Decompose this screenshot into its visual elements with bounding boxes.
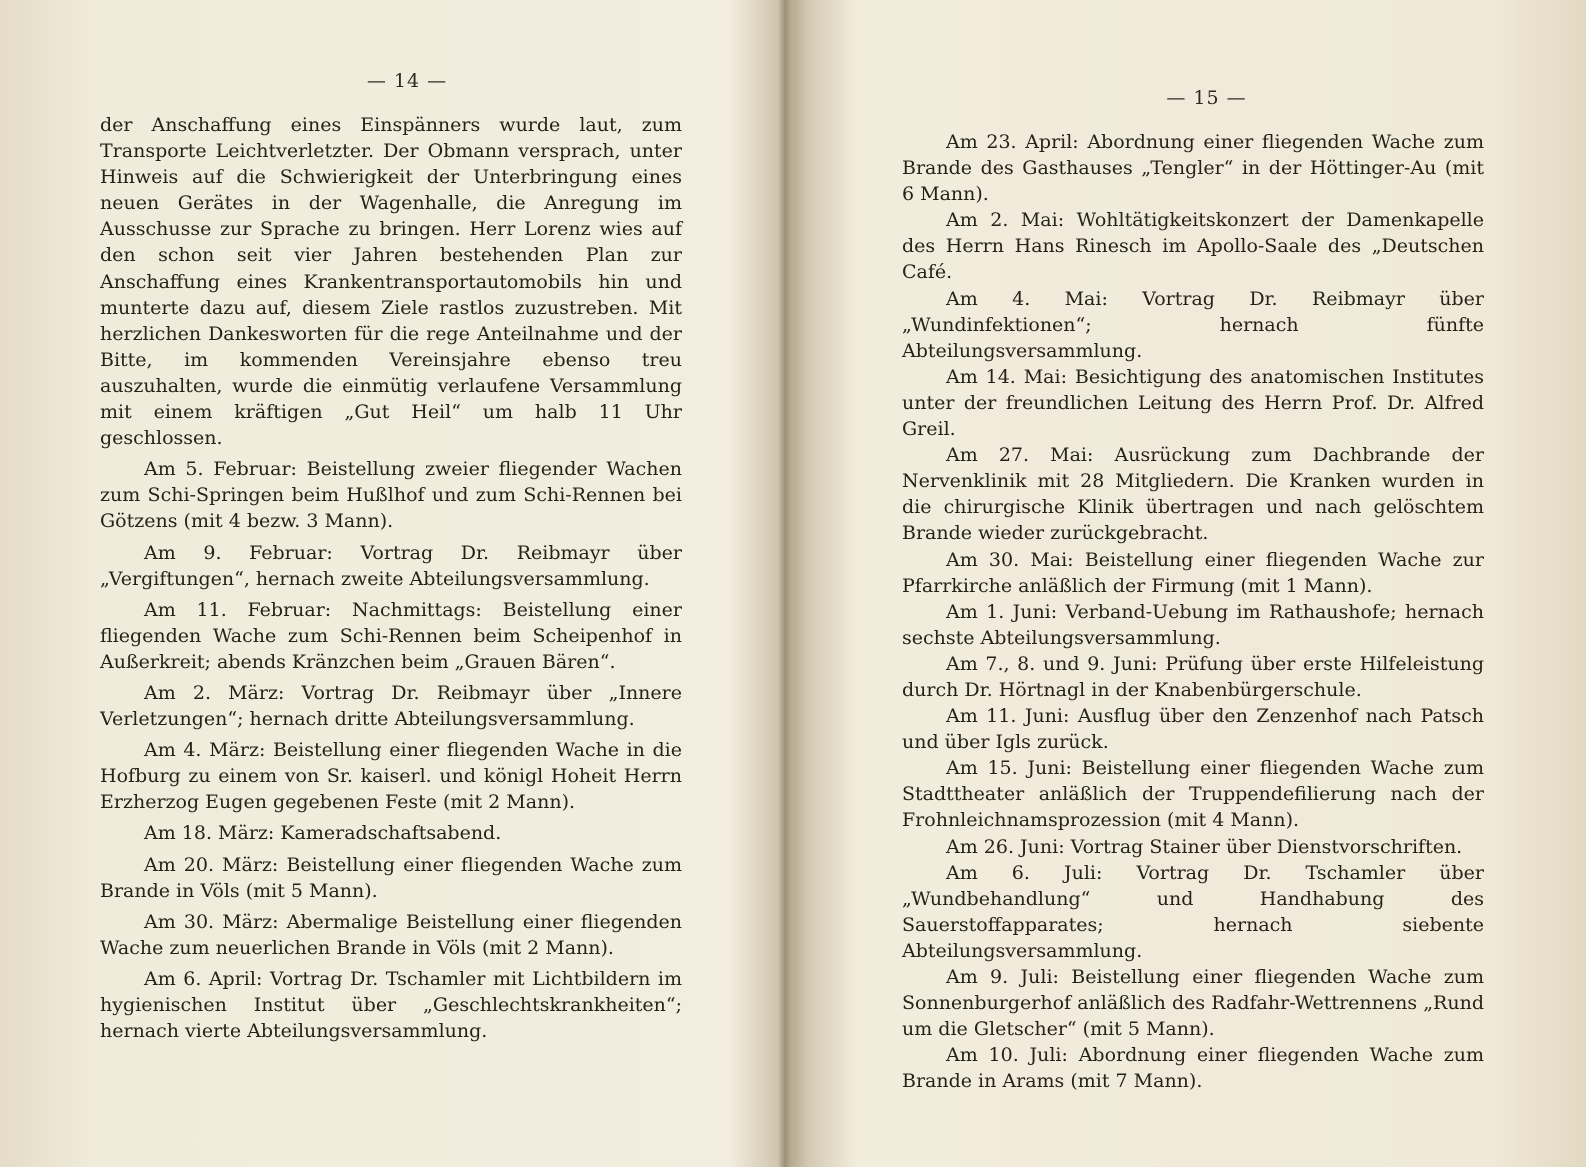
paragraph: Am 23. April: Abordnung einer fliegenden Wache zum Brande des Gasthauses „Tengler“ in der Höttinger-Au (mit 6 Mann). (902, 131, 1484, 206)
paragraph: Am 1. Juni: Verband-Uebung im Rathaushofe; hernach sechste Abteilungsversammlung. (902, 600, 1484, 649)
paragraph: Am 10. Juli: Abordnung einer fliegenden Wache zum Brande in Arams (mit 7 Mann). (902, 1044, 1484, 1093)
paragraph: Am 2. Mai: Wohltätigkeitskonzert der Damenkapelle des Herrn Hans Rinesch im Apollo-Saale des „Deutschen Café. (902, 209, 1484, 284)
paragraph: Am 18. März: Kameradschaftsabend. (144, 822, 502, 845)
left-page (100, 0, 682, 1167)
right-page (902, 0, 1484, 1167)
paragraph: Am 15. Juni: Beistellung einer fliegenden Wache zum Stadttheater anläßlich der Truppendefilierung nach der Frohnleichnamsprozession (mit 4 Mann). (902, 757, 1484, 832)
book-spine (778, 0, 792, 1167)
paragraph: Am 7., 8. und 9. Juni: Prüfung über erste Hilfeleistung durch Dr. Hörtnagl in der Knabenbürgerschule. (902, 652, 1484, 701)
paragraph: Am 9. Juli: Beistellung einer fliegenden Wache zum Sonnenburgerhof anläßlich des Radfahr-Wettrennens „Rund um die Gletscher“ (mit 5 Mann). (902, 966, 1484, 1041)
paragraph: Am 26. Juni: Vortrag Stainer über Dienstvorschriften. (946, 835, 1463, 858)
paragraph: Am 14. Mai: Besichtigung des anatomischen Institutes unter der freundlichen Leitung des Herrn Prof. Dr. Alfred Greil. (902, 365, 1484, 441)
paragraph: Am 6. Juli: Vortrag Dr. Tschamler über „Wundbehandlung“ und Handhabung des Sauerstoffapparates; hernach siebente Abteilungsversammlung. (902, 861, 1484, 962)
paragraph: Am 4. März: Beistellung einer fliegenden Wache in die Hofburg zu einem von Sr. kaiserl. und königl Hoheit Herrn Erzherzog Eugen gegebenen Feste (mit 2 Mann). (100, 739, 682, 814)
page-body (902, 129, 1484, 1094)
paragraph: Am 11. Februar: Nachmittags: Beistellung einer fliegenden Wache zum Schi-Rennen beim Scheipenhof in Außerkreit; abends Kränzchen beim „Grauen Bären“. (100, 598, 682, 673)
paragraph: Am 4. Mai: Vortrag Dr. Reibmayr über „Wundinfektionen“; hernach fünfte Abteilungsversammlung. (902, 287, 1484, 362)
page-number: — 15 — (1166, 87, 1247, 109)
paragraph: Am 20. März: Beistellung einer fliegenden Wache zum Brande in Völs (mit 5 Mann). (100, 853, 682, 902)
paragraph: Am 30. März: Abermalige Beistellung einer fliegenden Wache zum neuerlichen Brande in Völs (mit 2 Mann). (100, 910, 682, 959)
page-number: — 14 — (366, 70, 448, 92)
paragraph: Am 2. März: Vortrag Dr. Reibmayr über „Innere Verletzungen“; hernach dritte Abteilungsversammlung. (100, 681, 682, 731)
paragraph: Am 6. April: Vortrag Dr. Tschamler mit Lichtbildern im hygienischen Institut über „Geschlechtskrankheiten“; hernach vierte Abteilungsversammlung. (100, 967, 682, 1043)
paragraph: Am 5. Februar: Beistellung zweier fliegender Wachen zum Schi-Springen beim Hußlhof und zum Schi-Rennen bei Götzens (mit 4 bezw. 3 Mann). (100, 458, 682, 533)
paragraph: Am 9. Februar: Vortrag Dr. Reibmayr über „Vergiftungen“, hernach zweite Abteilungsversammlung. (100, 541, 682, 590)
paragraph: der Anschaffung eines Einspänners wurde laut, zum Transporte Leichtverletzter. Der Obmann versprach, unter Hinweis auf die Schwierigkeit der Unterbringung eines neuen Gerätes in der Wagenhalle, die Anregung im Ausschusse zur Sprache zu bringen. Herr Lorenz wies auf den schon seit vier Jahren bestehenden Plan zur Anschaffung eines Krankentransportautomobils hin und munterte dazu auf, diesem Ziele rastlos zuzustreben. Mit herzlichen Dankesworten für die rege Anteilnahme und der Bitte, im kommenden Vereinsjahre ebenso treu auszuhalten, wurde die einmütig verlaufene Versammlung mit einem kräftigen „Gut Heil“ um halb 11 Uhr geschlossen. (100, 114, 682, 450)
page-body (100, 112, 682, 1049)
paragraph: Am 27. Mai: Ausrückung zum Dachbrande der Nervenklinik mit 28 Mitgliedern. Die Kranken wurden in die chirurgische Klinik übertragen und nach gelöschtem Brande wieder zurückgebracht. (902, 444, 1484, 545)
paragraph: Am 11. Juni: Ausflug über den Zenzenhof nach Patsch und über Igls zurück. (902, 705, 1484, 754)
paragraph: Am 30. Mai: Beistellung einer fliegenden Wache zur Pfarrkirche anläßlich der Firmung (mit 1 Mann). (902, 548, 1484, 597)
